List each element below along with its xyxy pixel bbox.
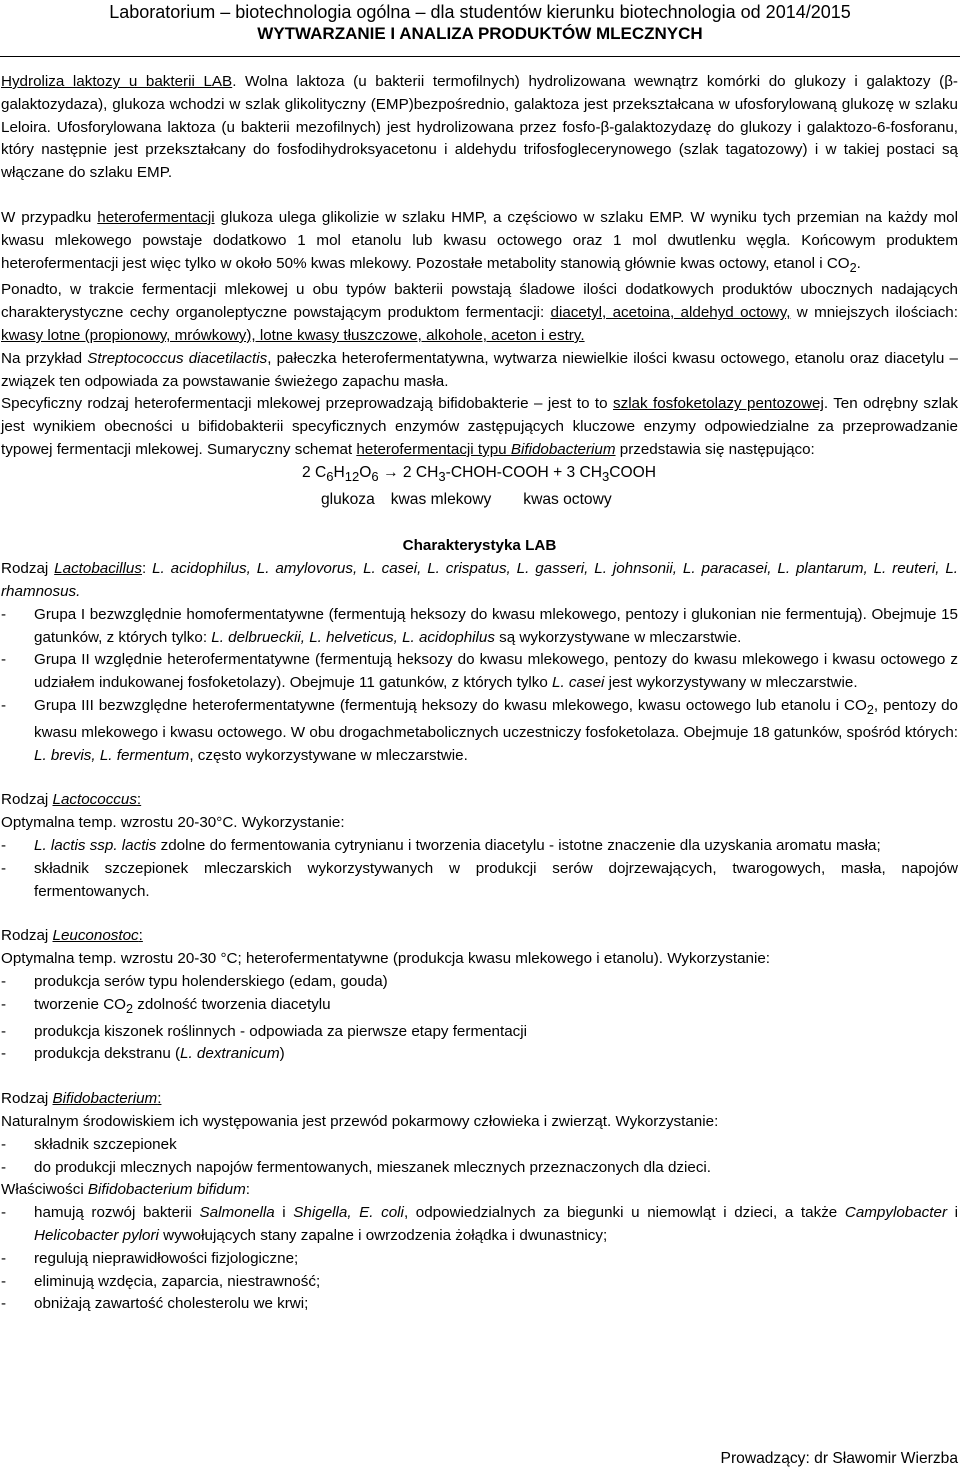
group-1-text <box>34 604 958 650</box>
subscript: 2 <box>866 703 874 718</box>
bullet: - <box>1 1295 7 1313</box>
eq-label-glucose: glukoza <box>321 490 375 508</box>
paragraph-text: w mniejszych ilościach: <box>790 304 958 322</box>
list-item <box>1 858 958 904</box>
list-item <box>1 1157 958 1180</box>
eq-sub: 6 <box>371 468 379 484</box>
species-name: Bifidobacterium bifidum <box>87 1181 246 1199</box>
reaction-equation <box>302 462 958 489</box>
spacer <box>1 767 958 789</box>
list-item <box>1 649 958 695</box>
bifido-prop-2: regulują nieprawidłowości fizjologiczne; <box>34 1249 299 1267</box>
list-item <box>1 1202 958 1248</box>
bifidobacterium-env: Naturalnym środowiskiem ich występowania jest przewód pokarmowy człowieka i zwierząt. Wykorzystanie: <box>1 1113 719 1131</box>
genus-label: Rodzaj <box>1 927 53 945</box>
paragraph-text: Specyficzny rodzaj heterofermentacji mlekowej przeprowadzają bifidobakterie – jest to to <box>1 395 613 413</box>
leuconostoc-temp: Optymalna temp. wzrostu 20-30 °C; heterofermentatywne (produkcja kwasu mlekowego i etanolu). Wykorzystanie: <box>1 950 771 968</box>
species-name: L. dextranicum <box>180 1045 280 1063</box>
list-item <box>1 1248 958 1271</box>
paragraph-text: . Ten odrębny szlak jest wynikiem obecności u bifidobakterii specyficznych enzymów zastępujących kluczowe enzymy odpowiedzialne za przeprowadzanie typowej fermentacji mlekowej. Sumaryczny schemat <box>1 395 958 458</box>
underlined-term: heterofermentacji <box>97 208 215 226</box>
genus-label: Rodzaj <box>1 1090 53 1108</box>
item-text: hamują rozwój bakterii <box>34 1204 200 1222</box>
list-item <box>1 1134 958 1157</box>
genus-name: Lactococcus <box>52 791 137 809</box>
genus-name: Lactobacillus <box>54 560 142 578</box>
group-3-text <box>34 695 958 767</box>
paragraph-text: Na przykład <box>1 349 88 367</box>
bullet: - <box>1 605 7 623</box>
lactobacillus-species <box>1 558 958 604</box>
item-text: Grupa I bezwzględnie homofermentatywne (fermentują heksozy do kwasu mlekowego, pentozy i glukonian nie fermentują). Obejmuje 15 gatunków, z których tylko: <box>34 605 958 646</box>
underlined-term: diacetyl, acetoina, aldehyd octowy, <box>550 304 791 322</box>
species-name: L. lactis ssp. <box>34 837 118 855</box>
header-rule <box>0 56 960 57</box>
lactococcus-item-2: składnik szczepionek mleczarskich wykorzystywanych w produkcji serów dojrzewających, twarogowych, masła, napojów fermentowanych. <box>34 859 958 900</box>
item-text: Grupa III bezwzględne heterofermentatywne (fermentują heksozy do kwasu mlekowego, kwasu octowego lub etanolu i CO <box>34 697 867 715</box>
colon: : <box>136 791 142 809</box>
underlined-term: szlak fosfoketolazy pentozowej <box>613 395 824 413</box>
bullet: - <box>1 973 7 991</box>
bifido-use-2: do produkcji mlecznych napojów fermentowanych, mieszanek mlecznych przeznaczonych dla dzieci. <box>34 1158 712 1176</box>
spacer <box>1 185 958 207</box>
species-name: L. delbrueckii, L. helveticus, L. acidophilus <box>211 628 495 646</box>
item-text: Grupa II względnie heterofermentatywne (fermentują heksozy do kwasu mlekowego, pentozy do kwasu mlekowego i kwasu octowego z udziałem indukowanej fosfoketolazy). Obejmuje 11 gatunków, z których tylko <box>34 651 958 692</box>
colon: : <box>245 1181 251 1199</box>
underlined-term: heterofermentacji typu <box>356 440 511 458</box>
genus-label: Rodzaj <box>1 791 53 809</box>
eq-sub: 3 <box>602 468 610 484</box>
item-text: i <box>947 1204 958 1222</box>
paragraph-text: . <box>856 254 861 272</box>
subscript: 2 <box>126 1001 134 1016</box>
bullet: - <box>1 1135 7 1153</box>
bullet: - <box>1 1204 7 1222</box>
species-name: Streptococcus diacetilactis <box>87 349 268 367</box>
header-title: WYTWARZANIE I ANALIZA PRODUKTÓW MLECZNYCH <box>257 24 703 43</box>
bullet: - <box>1 837 7 855</box>
species-name: L. brevis, L. fermentum <box>34 746 190 764</box>
eq-part: COOH <box>609 463 657 481</box>
paragraph-text: glukoza ulega glikolizie w szlaku HMP, a częściowo w szlaku EMP. W wyniku tych przemian na każdy mol kwasu mlekowego powstaje dodatkowo 1 mol etanolu lub kwasu octowego oraz 1 mol dwutlenku węgla. Końcowym produktem heterofermentacji jest więc tylko w około 50% kwas mlekowy. Pozostałe metabolity stanowią głównie kwas octowy, etanol i CO <box>1 208 958 272</box>
item-text: zdolne do fermentowania cytrynianu i tworzenia diacetylu - istotne znaczenie dla uzyskania aromatu masła; <box>156 837 881 855</box>
lactococcus-temp: Optymalna temp. wzrostu 20-30°C. Wykorzystanie: <box>1 814 345 832</box>
lactococcus-heading <box>1 789 958 812</box>
paragraph-text: , pałeczka heterofermentatywna, wytwarza niewielkie ilości kwasu octowego, etanolu oraz diacetylu – związek ten odpowiada za powstawanie świeżego zapachu masła. <box>1 349 958 390</box>
leuconostoc-item-1: produkcja serów typu holenderskiego (edam, gouda) <box>34 973 388 991</box>
paragraph-lactose-hydrolysis <box>1 71 958 185</box>
eq-part: H <box>333 463 345 481</box>
item-text: Właściwości <box>1 1181 88 1199</box>
paragraph-heterofermentation <box>1 207 958 279</box>
paragraph-bifido-pathway <box>1 393 958 461</box>
item-text: , odpowiedzialnych za biegunki u niemowląt i dzieci, a także <box>403 1204 845 1222</box>
genus-name: Bifidobacterium <box>52 1090 158 1108</box>
species-name: Helicobacter pylori <box>34 1227 159 1245</box>
eq-part: 2 C <box>302 463 327 481</box>
underlined-genus: Bifidobacterium <box>510 440 616 458</box>
section-title: Charakterystyka LAB <box>402 537 557 555</box>
page-header <box>0 1 960 44</box>
item-text: wywołujących stany zapalne i owrzodzenia żołądka i dwunastnicy; <box>158 1227 608 1245</box>
item-text: produkcja dekstranu ( <box>34 1045 181 1063</box>
group-2-text <box>34 649 958 695</box>
bifido-prop-4: obniżają zawartość cholesterolu we krwi; <box>34 1295 309 1313</box>
colon: : <box>141 560 147 578</box>
item-text: zdolność tworzenia diacetylu <box>133 995 331 1013</box>
bullet: - <box>1 697 7 715</box>
eq-part: -CHOH-COOH + 3 CH <box>445 463 603 481</box>
bullet: - <box>1 859 7 877</box>
item-text: i <box>274 1204 294 1222</box>
genus-label: Rodzaj <box>1 560 55 578</box>
item-text: ) <box>279 1045 285 1063</box>
leuconostoc-heading <box>1 925 958 948</box>
paragraph-example <box>1 348 958 394</box>
item-text: są wykorzystywane w mleczarstwie. <box>494 628 742 646</box>
subscript: 2 <box>849 260 857 275</box>
leuconostoc-item-3: produkcja kiszonek roślinnych - odpowiada za pierwsze etapy fermentacji <box>34 1022 527 1040</box>
species-list: L. acidophilus, L. amylovorus, L. casei, L. crispatus, L. gasseri, L. johnsonii, L. paracasei, L. plantarum, L. reuteri, L. rhamnosus. <box>1 560 958 601</box>
eq-part: → 2 CH <box>378 463 439 481</box>
paragraph-text: Ponadto, w trakcie fermentacji mlekowej u obu typów bakterii powstają śladowe ilości dodatkowych produktów ubocznych nadających charakterystyczne cechy organoleptyczne powstającym produktom fermentacji: <box>1 281 958 322</box>
bullet: - <box>1 651 7 669</box>
spacer <box>1 903 958 925</box>
list-item <box>1 604 958 650</box>
list-item <box>1 835 958 858</box>
species-name: Campylobacter <box>844 1204 947 1222</box>
item-text: jest wykorzystywany w mleczarstwie. <box>604 674 858 692</box>
eq-sub: 12 <box>344 468 360 484</box>
bullet: - <box>1 1022 7 1040</box>
eq-part: O <box>359 463 372 481</box>
bifido-use-1: składnik szczepionek <box>34 1135 177 1153</box>
paragraph-text: przedstawia się następująco: <box>615 440 815 458</box>
leuconostoc-item-2 <box>34 994 958 1021</box>
list-item <box>1 1021 958 1044</box>
reaction-labels <box>321 489 958 512</box>
bullet: - <box>1 1249 7 1267</box>
species-name: lactis <box>117 837 157 855</box>
item-text: , często wykorzystywane w mleczarstwie. <box>189 746 468 764</box>
eq-label-lactic-acid: kwas mlekowy <box>390 490 492 508</box>
underlined-term: Hydroliza laktozy u bakterii LAB <box>1 73 233 90</box>
lactococcus-item-1 <box>34 835 958 858</box>
document-body <box>0 71 960 1316</box>
item-text: tworzenie CO <box>34 995 127 1013</box>
footer-instructor: Prowadzący: dr Sławomir Wierzba <box>720 1450 958 1467</box>
header-course-line: Laboratorium – biotechnologia ogólna – dla studentów kierunku biotechnologia od 2014/2015 <box>109 2 851 22</box>
list-item <box>1 994 958 1021</box>
bullet: - <box>1 1045 7 1063</box>
list-item <box>1 971 958 994</box>
genus-name: Leuconostoc <box>52 927 139 945</box>
list-item <box>1 1271 958 1294</box>
bifido-prop-3: eliminują wzdęcia, zaparcia, niestrawność; <box>34 1272 321 1290</box>
underlined-term: kwasy lotne (propionowy, mrówkowy), lotne kwasy tłuszczowe, alkohole, aceton i estry. <box>1 327 585 344</box>
paragraph-byproducts <box>1 279 958 347</box>
eq-sub: 6 <box>326 468 334 484</box>
colon: : <box>157 1090 162 1108</box>
paragraph-text: . Wolna laktoza (u bakterii termofilnych) hydrolizowana wewnątrz komórki do glukozy i galaktozy (β-galaktozydaza), glukoza wchodzi w szlak glikolityczny (EMP)bezpośrednio, galaktoza jest przekształcana w ufosforylowaną glukozę w szlaku Leloira. Ufosforylowana laktoza (u bakterii mezofilnych) jest hydrolizowana przez fosfo-β-galaktozydazę do glukozy i galaktozo-6-fosforanu, który następnie jest przekształcany do fosfodihydroksyacetonu i aldehydu trifosfoglecerynowego (szlak tagatozowy) i w takiej postaci są włączane do szlaku EMP. <box>1 73 958 182</box>
item-text: , pentozy do kwasu mlekowego i kwasu octowego. W obu drogachmetabolicznych uczestniczy fosfoketolaza. Obejmuje 18 gatunków, spośród których: <box>34 697 958 741</box>
bullet: - <box>1 995 7 1013</box>
species-name: L. casei <box>552 674 605 692</box>
spacer <box>1 1066 958 1088</box>
list-item <box>1 695 958 767</box>
bifidobacterium-heading <box>1 1088 958 1111</box>
paragraph-text: W przypadku <box>1 208 98 226</box>
list-item <box>1 1043 958 1066</box>
list-item <box>1 1293 958 1316</box>
colon: : <box>138 927 143 945</box>
spacer <box>1 511 958 535</box>
eq-sub: 3 <box>438 468 446 484</box>
species-name: Shigella, E. coli <box>293 1204 404 1222</box>
species-name: Salmonella <box>199 1204 275 1222</box>
eq-label-acetic-acid: kwas octowy <box>523 490 612 508</box>
bullet: - <box>1 1158 7 1176</box>
bifidobacterium-props-heading <box>1 1179 958 1202</box>
bifido-prop-1 <box>34 1202 958 1248</box>
leuconostoc-item-4 <box>34 1043 958 1066</box>
bullet: - <box>1 1272 7 1290</box>
